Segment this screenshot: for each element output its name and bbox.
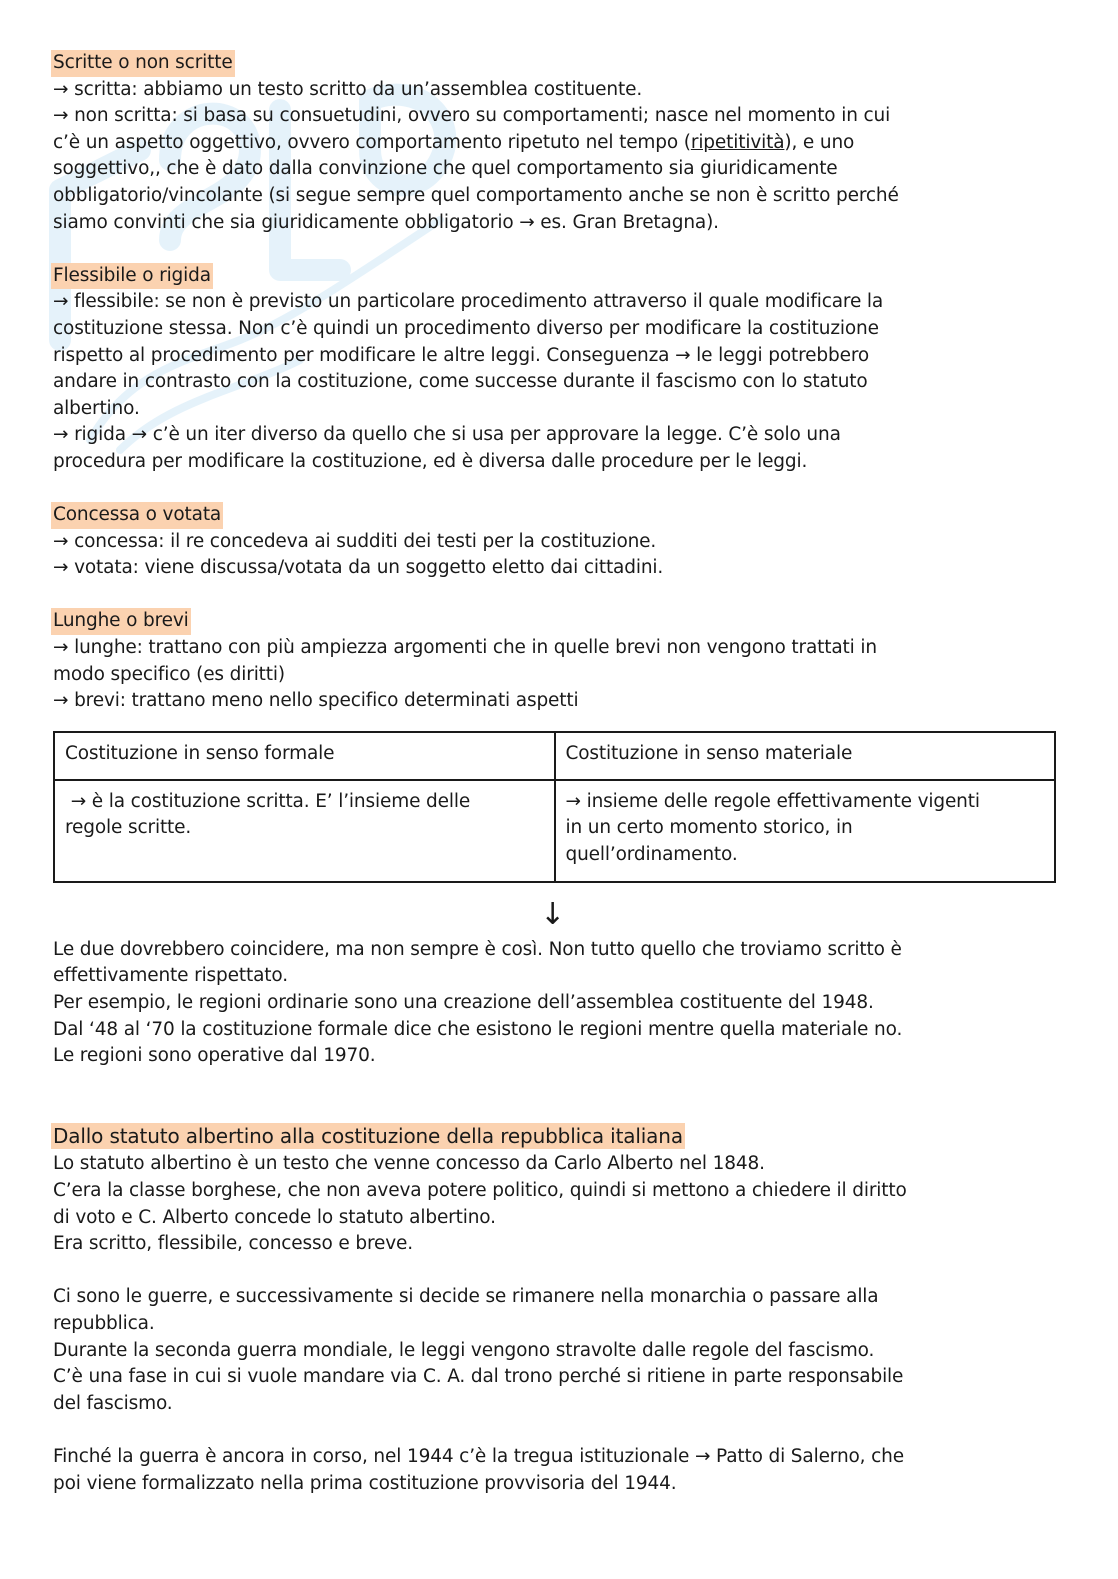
- underlined-term: ripetitività: [690, 131, 785, 153]
- section-lunghe: [53, 608, 1058, 714]
- text-line: soggettivo,, che è dato dalla convinzione che quel comportamento sia giuridicamente: [53, 158, 838, 180]
- section-scritte: [53, 50, 1058, 236]
- text-line: Lo statuto albertino è un testo che venne concesso da Carlo Alberto nel 1848.: [53, 1153, 765, 1175]
- text-line: Le regioni sono operative dal 1970.: [53, 1045, 376, 1067]
- text-line: C’è una fase in cui si vuole mandare via C. A. dal trono perché si ritiene in parte responsabile: [53, 1366, 904, 1388]
- text-line: andare in contrasto con la costituzione, come successe durante il fascismo con lo statuto: [53, 371, 868, 393]
- text-line: procedura per modificare la costituzione, ed è diversa dalle procedure per le leggi.: [53, 450, 808, 472]
- text-line: Durante la seconda guerra mondiale, le leggi vengono stravolte dalle regole del fascismo.: [53, 1339, 875, 1361]
- text-line: Era scritto, flessibile, concesso e breve.: [53, 1233, 414, 1255]
- comparison-table: [53, 731, 1056, 883]
- text-line: → brevi: trattano meno nello specifico determinati aspetti: [53, 690, 579, 712]
- text-line: Finché la guerra è ancora in corso, nel 1944 c’è la tregua istituzionale → Patto di Salerno, che: [53, 1445, 904, 1467]
- text-line: rispetto al procedimento per modificare le altre leggi. Conseguenza → le leggi potrebbero: [53, 344, 870, 366]
- text-line: costituzione stessa. Non c’è quindi un procedimento diverso per modificare la costituzione: [53, 317, 879, 339]
- section-flessibile: [53, 263, 1058, 476]
- text-line: del fascismo.: [53, 1392, 173, 1414]
- text-line: siamo convinti che sia giuridicamente obbligatorio → es. Gran Bretagna).: [53, 211, 719, 233]
- text-line: Le due dovrebbero coincidere, ma non sempre è così. Non tutto quello che troviamo scritto è: [53, 938, 902, 960]
- table-header-formale: Costituzione in senso formale: [54, 732, 555, 780]
- text-line: Per esempio, le regioni ordinarie sono una creazione dell’assemblea costituente del 1948.: [53, 992, 874, 1014]
- table-header-row: [54, 732, 1055, 780]
- heading-statuto: Dallo statuto albertino alla costituzione della repubblica italiana: [53, 1123, 683, 1148]
- text-line: C’era la classe borghese, che non aveva potere politico, quindi si mettono a chiedere il diritto: [53, 1180, 907, 1201]
- table-cell-materiale: → insieme delle regole effettivamente vigenti in un certo momento storico, in quell’ordinamento.: [555, 780, 1056, 882]
- table-header-materiale: Costituzione in senso materiale: [555, 732, 1056, 780]
- text-line: Dal ‘48 al ‘70 la costituzione formale dice che esistono le regioni mentre quella materiale no.: [53, 1018, 903, 1040]
- text-line: repubblica.: [53, 1312, 155, 1334]
- table-cell-formale: → è la costituzione scritta. E’ l’insieme delle regole scritte.: [54, 780, 555, 882]
- text-line-ripetitivita: c’è un aspetto oggettivo, ovvero comportamento ripetuto nel tempo (ripetitività), e uno: [53, 131, 855, 153]
- table-row: [54, 780, 1055, 882]
- text-line: modo specifico (es diritti): [53, 663, 285, 685]
- paragraph-statuto-2: [53, 1284, 1058, 1417]
- text-line: → concessa: il re concedeva ai sudditi dei testi per la costituzione.: [53, 530, 657, 552]
- section-concessa: [53, 502, 1058, 582]
- text-line: effettivamente rispettato.: [53, 965, 288, 987]
- heading-scritte: Scritte o non scritte: [51, 50, 235, 77]
- paragraph-statuto-1: [53, 1151, 1058, 1257]
- text-line: → scritta: abbiamo un testo scritto da un’assemblea costituente.: [53, 78, 643, 100]
- heading-flessibile: Flessibile o rigida: [51, 263, 213, 290]
- document-page: [53, 50, 1058, 1497]
- heading-lunghe: Lunghe o brevi: [51, 608, 191, 635]
- section-statuto: [53, 1123, 1058, 1497]
- paragraph-coincidenza: [53, 937, 1058, 1070]
- text-line: → flessibile: se non è previsto un particolare procedimento attraverso il quale modificare la: [53, 291, 884, 313]
- text-line: → lunghe: trattano con più ampiezza argomenti che in quelle brevi non vengono trattati in: [53, 637, 877, 659]
- heading-concessa: Concessa o votata: [51, 502, 223, 529]
- text-line: obbligatorio/vincolante (si segue sempre quel comportamento anche se non è scritto perché: [53, 184, 899, 206]
- text-line: → votata: viene discussa/votata da un soggetto eletto dai cittadini.: [53, 557, 664, 579]
- paragraph-statuto-3: [53, 1444, 1058, 1497]
- text-line: → non scritta: si basa su consuetudini, ovvero su comportamenti; nasce nel momento in cui: [53, 105, 891, 127]
- text-line: di voto e C. Alberto concede lo statuto albertino.: [53, 1206, 496, 1228]
- text-line: → rigida → c’è un iter diverso da quello che si usa per approvare la legge. C’è solo una: [53, 424, 841, 446]
- text-line: poi viene formalizzato nella prima costituzione provvisoria del 1944.: [53, 1472, 677, 1494]
- text-line: albertino.: [53, 397, 140, 419]
- text-line: Ci sono le guerre, e successivamente si decide se rimanere nella monarchia o passare alla: [53, 1286, 879, 1308]
- down-arrow-icon: ↓: [540, 896, 565, 932]
